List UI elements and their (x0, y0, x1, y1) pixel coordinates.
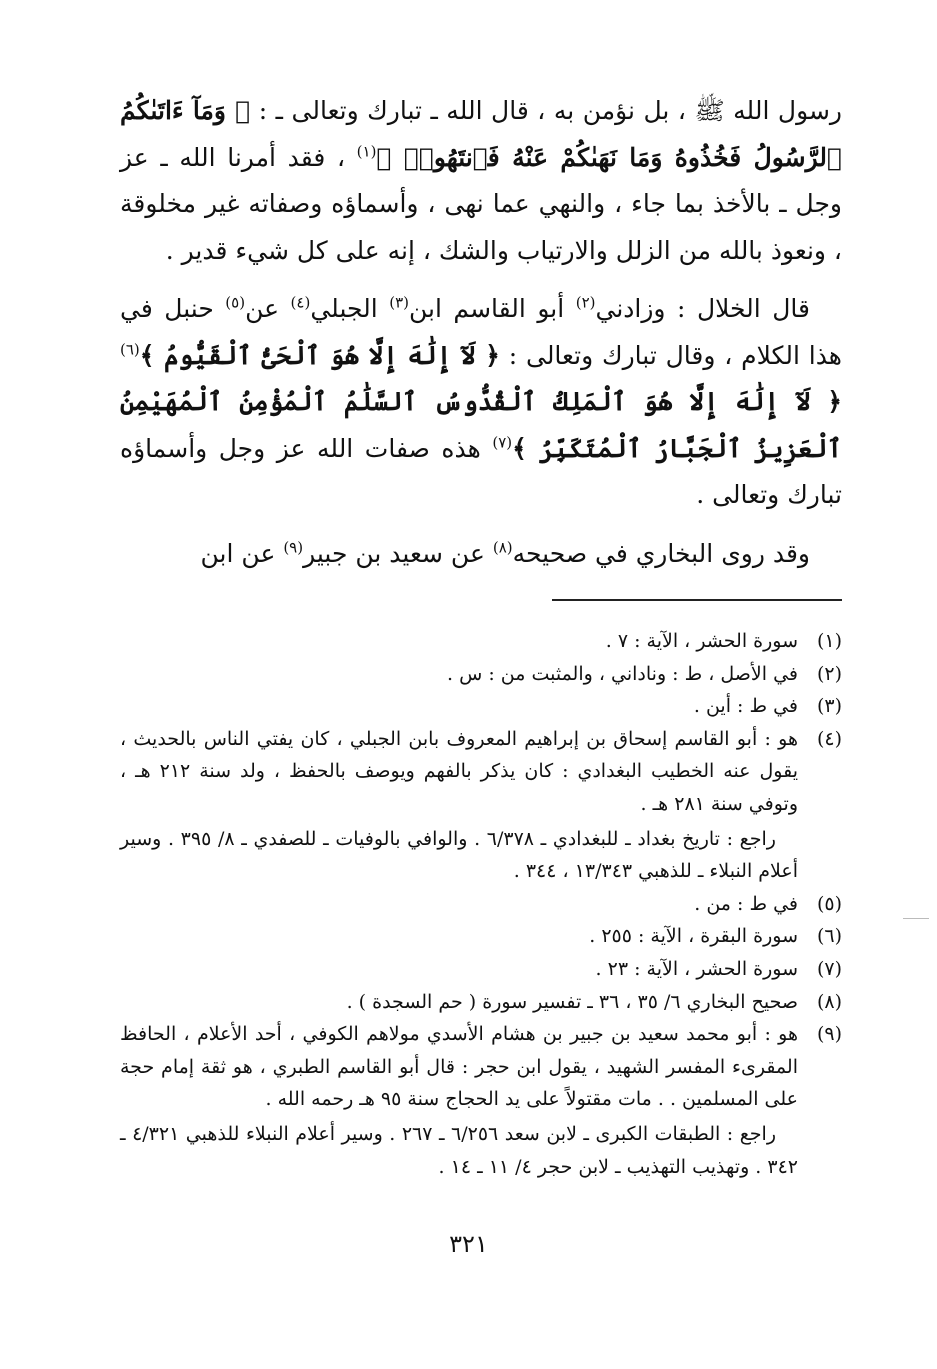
footnote-marker: (٢) (575, 293, 596, 312)
paragraph-text: عن (245, 294, 291, 323)
footnote-marker: (٥) (225, 293, 246, 312)
footnote-text: في ط : من . (694, 892, 798, 915)
footnote-number: (٤) (816, 727, 842, 750)
margin-mark (903, 918, 929, 919)
paragraph (120, 88, 842, 274)
footnote-separator (552, 599, 842, 601)
paragraph-text: رسول الله ﷺ ، بل نؤمن به ، قال الله ـ تبارك وتعالى ـ : (250, 96, 842, 125)
quran-verse: ﴿ لَآ إِلَٰهَ إِلَّا هُوَ ٱلْحَىُّ ٱلْقَيُّومُ ﴾ (139, 340, 500, 370)
footnotes (120, 625, 842, 1183)
footnote-number: (٣) (816, 695, 842, 718)
footnote-number: (٦) (816, 925, 842, 948)
footnote-number: (٨) (816, 990, 842, 1013)
footnote-text: سورة الحشر ، الآية : ٧ . (605, 630, 798, 652)
footnote-number: (١) (816, 630, 842, 652)
paragraph-text: عن سعيد بن جبير (303, 538, 493, 568)
footnote (120, 986, 842, 1019)
footnote-marker: (٧) (492, 433, 513, 452)
footnote (120, 690, 842, 723)
paragraph-text: هذه صفات الله عز وجل وأسماؤه تبارك وتعالى . (120, 433, 842, 509)
quran-verse: ﴿ لَآ إِلَٰهَ إِلَّا هُوَ ٱلْمَلِكُ ٱلْقُدُّوسُ ٱلسَّلَٰمُ ٱلْمُؤْمِنُ ٱلْمُهَيْمِنُ ٱلْعَزِيزُ ٱلْجَبَّارُ ٱلْمُتَكَبِّرُ ﴾ (120, 387, 842, 463)
footnote (120, 888, 842, 921)
footnote (120, 920, 842, 953)
footnote-marker: (٤) (290, 293, 311, 312)
footnote-marker: (١) (356, 142, 377, 161)
footnote-text: في الأصل ، ط : وناداني ، والمثبت من : س . (447, 662, 798, 685)
footnote-reference: راجع : تاريخ بغداد ـ للبغدادي ـ ٦/٣٧٨ . والوافي بالوفيات ـ للصفدي ـ ٨/ ٣٩٥ . وسير أعلام النبلاء ـ للذهبي ١٣/٣٤٣ ، ٣٤٤ . (120, 827, 798, 883)
paragraph-text: قال الخلال : وزادني (595, 294, 810, 323)
footnote-marker: (٨) (492, 538, 513, 557)
page-number: ٣٢١ (449, 1230, 488, 1258)
footnote-text: صحيح البخاري ٦/ ٣٥ ، ٣٦ ـ تفسير سورة ( حم السجدة ) . (346, 990, 798, 1013)
paragraph (120, 531, 842, 578)
footnote (120, 1018, 842, 1116)
paragraph (120, 286, 842, 519)
footnote-text: هو : أبو محمد سعيد بن جبير بن هشام الأسدي مولاهم الكوفي ، أحد الأعلام ، الحافظ المقرىء المفسر الشهيد ، يقول ابن حجر : قال أبو القاسم الطبري ، هو ثقة إمام حجة على المسلمين . . مات مقتولاً على يد الحجاج سنة ٩٥ هـ رحمه الله . (120, 1023, 798, 1111)
book-page (120, 88, 842, 1369)
footnote-number: (٩) (816, 1023, 842, 1046)
footnote-number: (٧) (816, 957, 842, 980)
footnote-marker: (٩) (283, 538, 304, 557)
footnote-number: (٥) (816, 892, 842, 915)
footnote-marker: (٦) (120, 340, 140, 359)
footnote (120, 625, 842, 658)
footnote-text: هو : أبو القاسم إسحاق بن إبراهيم المعروف بابن الجبلي ، كان يفتي الناس بالحديث ، يقول عنه الخطيب البغدادي : كان يذكر بالفهم ويوصف بالحفظ ، ولد سنة ٢١٢ هـ ، وتوفي سنة ٢٨١ هـ . (120, 727, 798, 815)
paragraph-text: ، فقد أمرنا الله ـ عز وجل ـ بالأخذ بما جاء ، والنهي عما نهى ، وأسماؤه وصفاته غير مخلوقة ، ونعوذ بالله من الزلل والارتياب والشك ، إنه على كل شيء قدير . (120, 142, 842, 265)
paragraph-text: أبو القاسم ابن (408, 294, 576, 323)
footnote-text: في ط : أين . (693, 695, 798, 718)
main-text (120, 88, 842, 577)
footnote-text: سورة البقرة ، الآية : ٢٥٥ . (589, 925, 798, 948)
footnote-marker: (٣) (389, 293, 409, 312)
footnote-reference: راجع : الطبقات الكبرى ـ لابن سعد ٦/٢٥٦ ـ ٢٦٧ . وسير أعلام النبلاء للذهبي ٤/٣٢١ ـ ٣٤٢ . وتهذيب التهذيب ـ لابن حجر ٤/ ١١ ـ ١٤ . (120, 1122, 798, 1178)
footnote (120, 723, 842, 821)
paragraph-text: حنبل في هذا الكلام ، وقال تبارك وتعالى : (120, 294, 842, 370)
footnote (120, 658, 842, 691)
paragraph-text: الجبلي (310, 294, 390, 323)
footnote-number: (٢) (816, 662, 842, 685)
footnote (120, 953, 842, 986)
quran-verse: ﴿ وَمَآ ءَاتَىٰكُمُ ٱلرَّسُولُ فَخُذُوهُ وَمَا نَهَىٰكُمْ عَنْهُ فَٱنتَهُوا۟ ﴾ (120, 96, 843, 172)
footnote-text: سورة الحشر ، الآية : ٢٣ . (595, 957, 798, 980)
paragraph-text: وقد روى البخاري في صحيحه (512, 538, 810, 568)
paragraph-text: عن ابن (200, 538, 284, 568)
